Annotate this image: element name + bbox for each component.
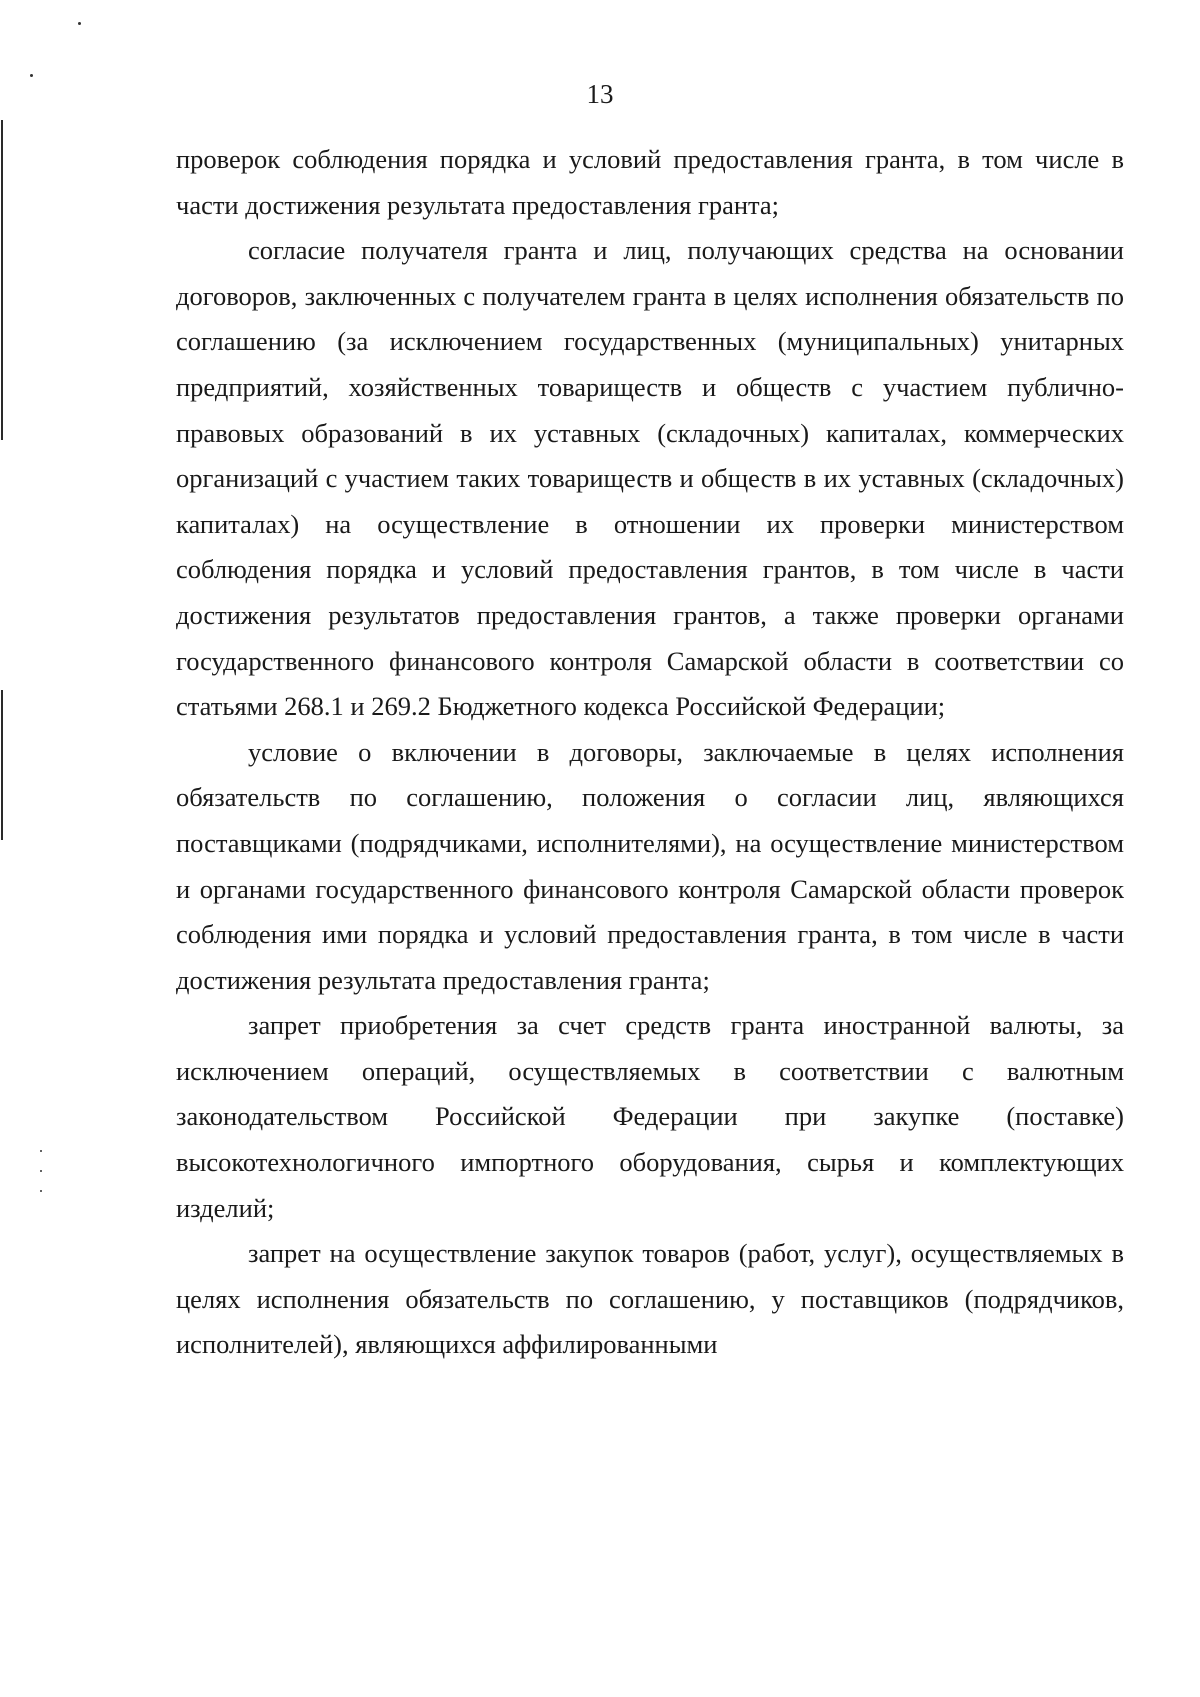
scan-speck [40, 1150, 42, 1152]
paragraph: условие о включении в договоры, заключаемые в целях исполнения обязательств по соглашению, положения о согласии лиц, являющихся поставщиками (подрядчиками, исполнителями), на осуществление министерством и органами государственного финансового контроля Самарской области проверок соблюдения ими порядка и условий предоставления гранта, в том числе в части достижения результата предоставления гранта; [176, 736, 1124, 995]
paragraph: согласие получателя гранта и лиц, получающих средства на основании договоров, заключенных с получателем гранта в целях исполнения обязательств по соглашению (за исключением государственных (муниципальных) унитарных предприятий, хозяйственных товариществ и обществ с участием публично-правовых образований в их уставных (складочных) капиталах, коммерческих организаций с участием таких товариществ и обществ в их уставных (складочных) капиталах) на осуществление в отношении их проверки министерством соблюдения порядка и условий предоставления грантов, в том числе в части достижения результатов предоставления грантов, а также проверки органами государственного финансового контроля Самарской области в соответствии со статьями 268.1 и 269.2 Бюджетного кодекса Российской Федерации; [176, 235, 1124, 722]
scan-speck [40, 1190, 42, 1192]
paragraph: запрет на осуществление закупок товаров (работ, услуг), осуществляемых в целях исполнения обязательств по соглашению, у поставщиков (подрядчиков, исполнителей), являющихся аффилированными [176, 1238, 1124, 1360]
paragraph: запрет приобретения за счет средств гранта иностранной валюты, за исключением операций, осуществляемых в соответствии с валютным законодательством Российской Федерации при закупке (поставке) высокотехнологичного импортного оборудования, сырья и комплектующих изделий; [176, 1010, 1124, 1223]
scan-speck [78, 22, 81, 25]
document-body [176, 137, 1124, 1368]
scan-edge-line [1, 690, 3, 840]
scan-edge-line [1, 120, 3, 440]
scan-speck [40, 1170, 42, 1172]
page-number: 13 [586, 79, 614, 109]
paragraph: проверок соблюдения порядка и условий предоставления гранта, в том числе в части достижения результата предоставления гранта; [176, 144, 1124, 220]
scan-speck [30, 74, 33, 77]
